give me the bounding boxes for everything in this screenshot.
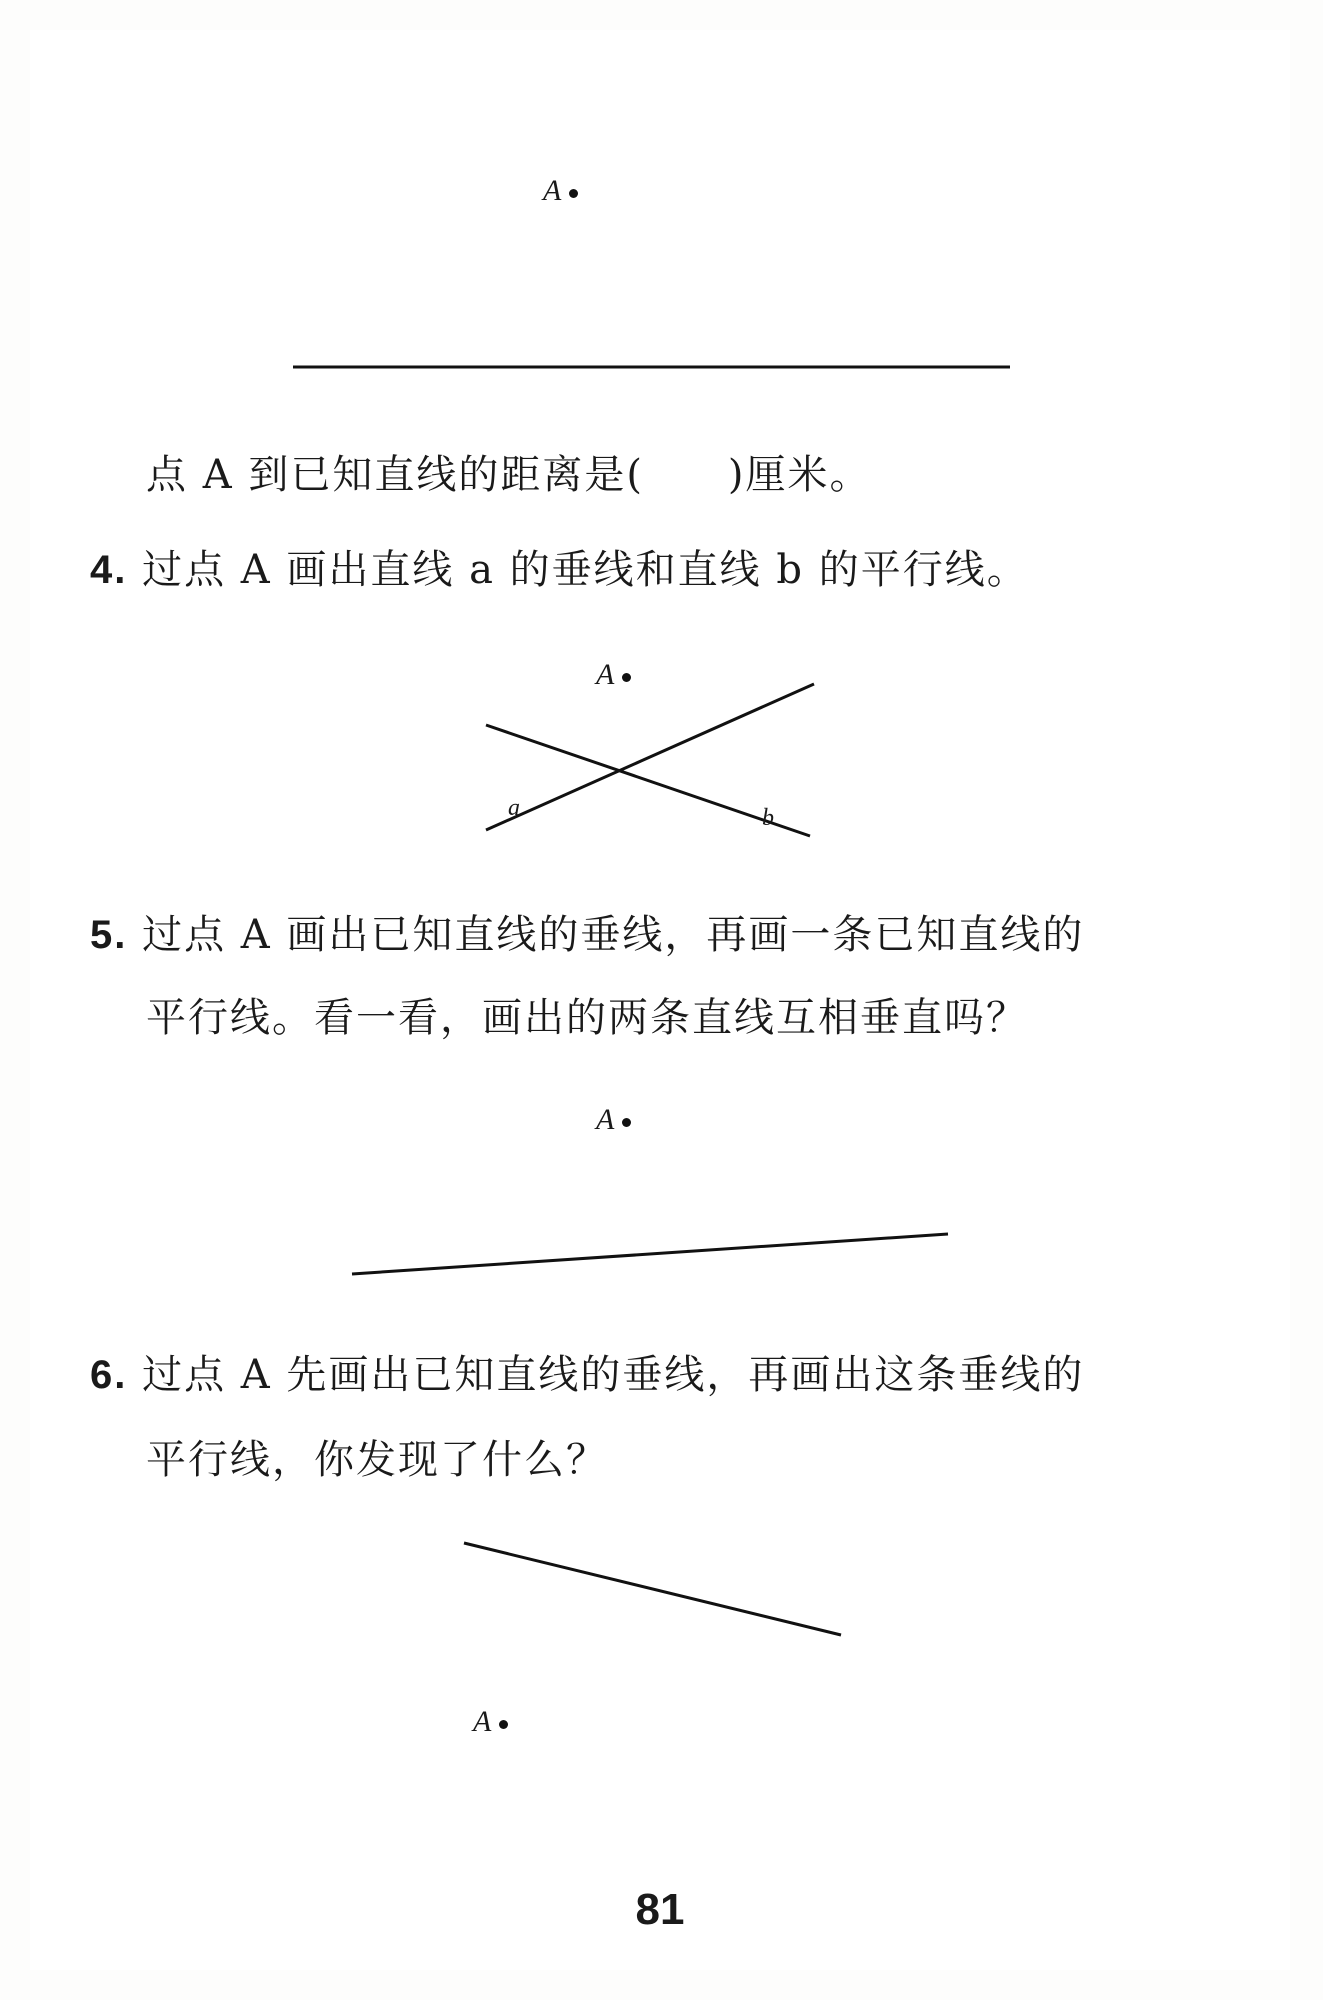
q6-number: 6. xyxy=(90,1353,128,1397)
q5-prompt-line2: 平行线。看一看，画出的两条直线互相垂直吗？ xyxy=(146,995,1028,1041)
point-label: A xyxy=(473,1705,492,1738)
q4-label-b: b xyxy=(762,805,774,831)
q4-number: 4. xyxy=(90,548,128,592)
q3-point-a xyxy=(543,176,578,206)
point-label: A xyxy=(543,174,562,207)
q4-prompt xyxy=(90,547,1029,593)
q6-given-line xyxy=(464,1543,841,1635)
q5-prompt-line1 xyxy=(90,912,1085,958)
point-label: A xyxy=(596,1103,615,1136)
point-dot xyxy=(622,673,631,682)
q5-given-line xyxy=(352,1234,948,1274)
q6-prompt-line1 xyxy=(90,1352,1085,1398)
q4-point-a xyxy=(596,660,631,690)
q6-point-a xyxy=(473,1707,508,1737)
q6-text-line1: 过点 A 先画出已知直线的垂线，再画出这条垂线的 xyxy=(142,1352,1085,1398)
worksheet xyxy=(30,30,1290,1970)
q5-number: 5. xyxy=(90,913,128,957)
q4-label-a: a xyxy=(508,795,520,821)
point-dot xyxy=(622,1118,631,1127)
point-dot xyxy=(569,189,578,198)
point-dot xyxy=(499,1720,508,1729)
q5-text-line1: 过点 A 画出已知直线的垂线，再画一条已知直线的 xyxy=(142,912,1085,958)
q3-distance-sentence: 点 A 到已知直线的距离是( )厘米。 xyxy=(146,452,872,498)
q5-point-a xyxy=(596,1105,631,1135)
q6-prompt-line2: 平行线，你发现了什么？ xyxy=(146,1437,608,1483)
q4-text: 过点 A 画出直线 a 的垂线和直线 b 的平行线。 xyxy=(142,547,1029,593)
point-label: A xyxy=(596,658,615,691)
page-number: 81 xyxy=(635,1885,685,1934)
